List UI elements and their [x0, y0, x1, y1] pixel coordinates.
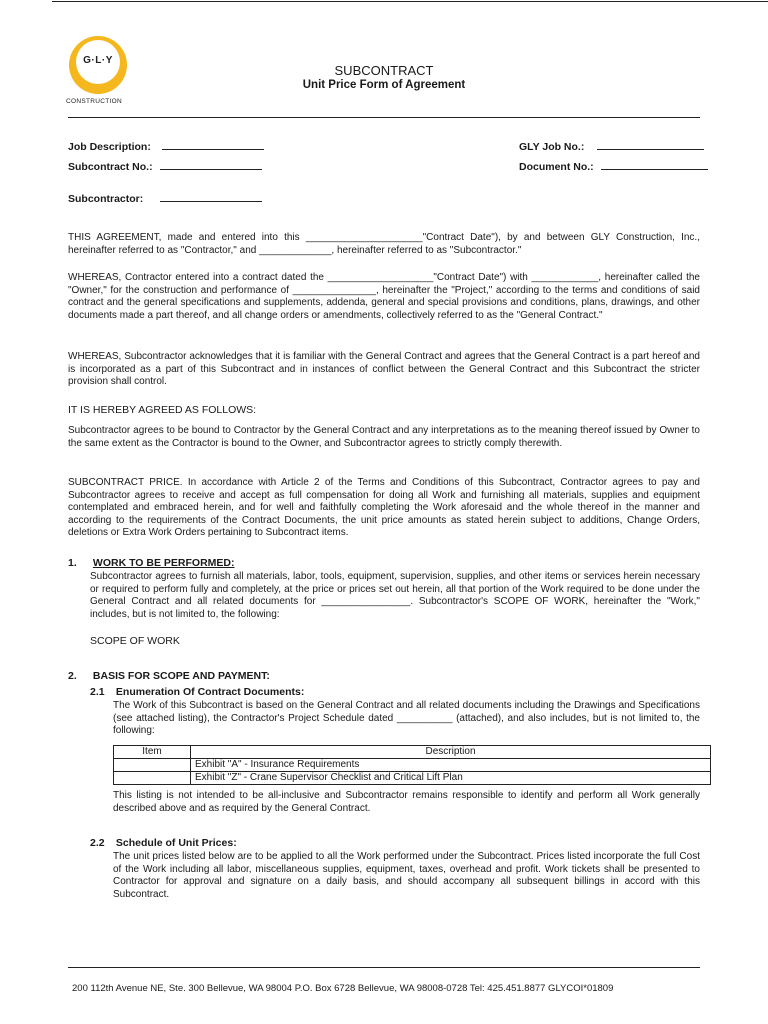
section-1-body: Subcontractor agrees to furnish all materials, labor, tools, equipment, supervision, supplies, and other items or services herein necessary or required to perform fully and completely, at the price or prices set out herein, all that portion of the Work required to be done under the General Contract and all related documents for ________________. Subcontractor's SCOPE OF WORK, hereinafter the "Work," includes, but is not limited to, the following:: [90, 571, 700, 620]
subcontractor-field: [68, 191, 262, 205]
page-title: SUBCONTRACT: [334, 63, 434, 78]
section-1-title: WORK TO BE PERFORMED:: [92, 557, 235, 569]
section-2-number: 2.: [68, 670, 77, 682]
section-2-heading: [68, 670, 270, 682]
section-2-title: BASIS FOR SCOPE AND PAYMENT:: [92, 670, 270, 682]
subcontract-no-blank[interactable]: [160, 159, 262, 170]
whereas-acknowledge-paragraph: WHEREAS, Subcontractor acknowledges that it is familiar with the General Contract and agrees that the General Contract is a part hereof and is incorporated as a part of this Subcontract and in instances of conflict between the General Contract and this Subcontract the stricter provision shall control.: [68, 351, 700, 387]
subsection-2-2-number: 2.2: [90, 837, 105, 849]
subsection-2-1-title: Enumeration Of Contract Documents:: [115, 686, 305, 698]
subsection-2-2-title: Schedule of Unit Prices:: [115, 837, 237, 849]
subsection-2-2-body: The unit prices listed below are to be applied to all the Work performed under the Subcontract. Prices listed incorporate the full Cost of the Work including all labor, miscellaneous supplies, equipment, taxes, overhead and profit. Work tickets shall be presented to Contractor for approval and signature on a daily basis, and should accompany all subsequent billings in accord with this Subcontract.: [113, 851, 700, 900]
table-cell-description: Exhibit "A" - Insurance Requirements: [191, 759, 711, 772]
subsection-2-1-heading: [90, 686, 304, 698]
subsection-2-1-number: 2.1: [90, 686, 105, 698]
page-subtitle: Unit Price Form of Agreement: [302, 79, 466, 91]
document-no-blank[interactable]: [601, 159, 708, 170]
agreement-paragraph: THIS AGREEMENT, made and entered into this _____________________"Contract Date"), by and between GLY Construction, Inc., hereinafter referred to as "Contractor," and _____________, hereinafter referred to as "Subcontractor.": [68, 232, 700, 256]
document-no-label: Document No.:: [519, 161, 594, 173]
section-1-number: 1.: [68, 557, 77, 569]
top-rule: [52, 1, 768, 2]
gly-job-no-label: GLY Job No.:: [519, 141, 585, 153]
subcontractor-blank[interactable]: [160, 191, 262, 202]
bound-paragraph: Subcontractor agrees to be bound to Contractor by the General Contract and any interpretations as to the meaning thereof issued by Owner to the same extent as the Contractor is bound to the Owner, and Subcontractor agrees to strictly comply therewith.: [68, 425, 700, 449]
gly-job-no-field: [519, 139, 704, 153]
subcontract-price-paragraph: SUBCONTRACT PRICE. In accordance with Article 2 of the Terms and Conditions of this Subcontract, Contractor agrees to pay and Subcontractor agrees to receive and accept as full compensation for doing all Work and furnishing all materials, supplies and equipment contemplated and embraced herein, and for well and faithfully completing the Work aforesaid and the whole thereof in the manner and according to the requirements of the Contract Documents, the unit price amounts as stated herein subject to additions, Change Orders, deletions or Extra Work Orders pertaining to Subcontract items.: [68, 477, 700, 538]
logo-subtitle: CONSTRUCTION: [66, 98, 122, 105]
table-row: [114, 772, 711, 785]
logo-letters: G·L·Y: [83, 55, 113, 66]
agreed-heading: IT IS HEREBY AGREED AS FOLLOWS:: [68, 404, 257, 416]
table-header-row: [114, 746, 711, 759]
section-1-heading: [68, 557, 234, 569]
job-description-blank[interactable]: [162, 139, 264, 150]
scope-of-work-label: SCOPE OF WORK: [90, 635, 180, 647]
document-no-field: [519, 159, 708, 173]
table-row: [114, 759, 711, 772]
subsection-2-2-heading: [90, 837, 237, 849]
subcontract-no-field: [68, 159, 262, 173]
table-cell-item: [114, 759, 191, 772]
subcontract-no-label: Subcontract No.:: [68, 161, 153, 173]
contract-documents-table: [113, 745, 711, 785]
table-header-description: Description: [191, 746, 711, 759]
footer-divider: [68, 967, 700, 968]
job-description-label: Job Description:: [68, 141, 151, 153]
listing-note-paragraph: This listing is not intended to be all-inclusive and Subcontractor remains responsible to identify and perform all Work generally described above and as required by the General Contract.: [113, 790, 700, 814]
footer-address: 200 112th Avenue NE, Ste. 300 Bellevue, WA 98004 P.O. Box 6728 Bellevue, WA 98008-0728 Tel: 425.451.8877 GLYCOI*01809: [72, 983, 614, 994]
subsection-2-1-body: The Work of this Subcontract is based on the General Contract and all related documents including the Drawings and Specifications (see attached listing), the Contractor's Project Schedule dated __________ (attached), and also includes, but is not limited to, the following:: [113, 700, 700, 736]
table-cell-item: [114, 772, 191, 785]
gly-job-no-blank[interactable]: [597, 139, 704, 150]
table-header-item: Item: [114, 746, 191, 759]
table-cell-description: Exhibit "Z" - Crane Supervisor Checklist and Critical Lift Plan: [191, 772, 711, 785]
header-divider: [68, 117, 700, 118]
whereas-contract-paragraph: WHEREAS, Contractor entered into a contract dated the ___________________"Contract Date") with ____________, hereinafter called the "Owner," for the construction and performance of _______________, hereinafter the "Project," according to the terms and conditions of said contract and the general specifications and supplements, addenda, general and special provisions and conditions, plans, drawings, and other documents made a part thereof, and all change orders or amendments, collectively referred to as the "General Contract.": [68, 272, 700, 321]
job-description-field: [68, 139, 264, 153]
subcontractor-label: Subcontractor:: [68, 193, 144, 205]
